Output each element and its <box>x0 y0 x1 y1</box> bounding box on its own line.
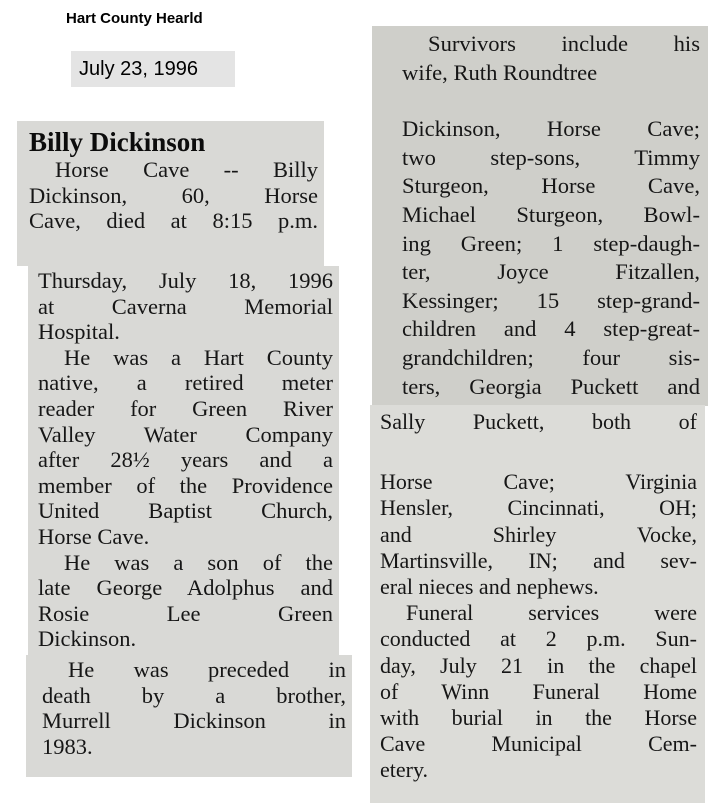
text-line: 1983. <box>42 733 93 759</box>
text-line: children and 4 step-great- <box>402 316 700 342</box>
text-line: etery. <box>380 757 429 783</box>
text-line: death by a brother, <box>42 682 346 708</box>
text-line: ing Green; 1 step-daugh- <box>402 230 700 256</box>
text-line: Sturgeon, Horse Cave, <box>402 173 700 199</box>
text-line: He was a son of the <box>64 549 333 575</box>
text-line: Dickinson, 60, Horse <box>29 182 318 208</box>
text-line: Thursday, July 18, 1996 <box>38 268 333 293</box>
text-line: Martinsville, IN; and sev- <box>380 547 697 573</box>
text-line: native, a retired meter <box>38 370 333 396</box>
text-line: Hensler, Cincinnati, OH; <box>380 495 697 521</box>
text-line: Horse Cave. <box>38 523 150 549</box>
text-line: Funeral services were <box>406 600 697 626</box>
text-line: late George Adolphus and <box>38 575 333 601</box>
clipping-right-bottom <box>370 405 705 803</box>
text-line: conducted at 2 p.m. Sun- <box>380 626 697 652</box>
text-line: Survivors include his <box>428 31 700 56</box>
text-line: and Shirley Vocke, <box>380 521 697 547</box>
clipping-left-bottom <box>26 655 352 777</box>
clipping-left-top <box>17 121 324 266</box>
text-line: Murrell Dickinson in <box>42 708 346 734</box>
text-line: eral nieces and nephews. <box>380 574 599 600</box>
text-line: at Caverna Memorial <box>38 293 333 319</box>
text-line: member of the Providence <box>38 472 333 498</box>
clipping-left-middle <box>28 266 339 655</box>
paste-gap <box>402 87 700 115</box>
newspaper-name: Hart County Hearld <box>66 10 203 27</box>
paste-gap <box>380 435 697 469</box>
publication-date: July 23, 1996 <box>71 51 235 87</box>
text-line: Valley Water Company <box>38 421 333 447</box>
text-line: ter, Joyce Fitzallen, <box>402 259 700 285</box>
text-line: Rosie Lee Green <box>38 600 333 626</box>
text-line: with burial in the Horse <box>380 705 697 731</box>
text-line: wife, Ruth Roundtree <box>402 59 598 85</box>
text-line: Sally Puckett, both of <box>380 409 697 434</box>
text-line: after 28½ years and a <box>38 447 333 473</box>
text-line: grandchildren; four sis- <box>402 344 700 370</box>
text-line: Dickinson, Horse Cave; <box>402 116 700 142</box>
text-line: day, July 21 in the chapel <box>380 652 697 678</box>
text-line: He was preceded in <box>68 657 346 682</box>
text-line: Horse Cave; Virginia <box>380 469 697 495</box>
text-line: Horse Cave -- Billy <box>55 157 318 182</box>
text-line: Cave, died at 8:15 p.m. <box>29 208 318 234</box>
text-line: ters, Georgia Puckett and <box>402 373 700 399</box>
text-line: Kessinger; 15 step-grand- <box>402 287 700 313</box>
obituary-name: Billy Dickinson <box>29 127 206 157</box>
text-line: two step-sons, Timmy <box>402 144 700 170</box>
text-line: Cave Municipal Cem- <box>380 731 697 757</box>
paragraph-opening <box>29 157 318 234</box>
text-line: of Winn Funeral Home <box>380 678 697 704</box>
text-line: Hospital. <box>38 319 120 345</box>
text-line: United Baptist Church, <box>38 498 333 524</box>
text-line: He was a Hart County <box>64 344 333 370</box>
text-line: reader for Green River <box>38 395 333 421</box>
clipping-right-top <box>372 26 708 406</box>
text-line: Michael Sturgeon, Bowl- <box>402 201 700 227</box>
text-line: Dickinson. <box>38 626 137 652</box>
